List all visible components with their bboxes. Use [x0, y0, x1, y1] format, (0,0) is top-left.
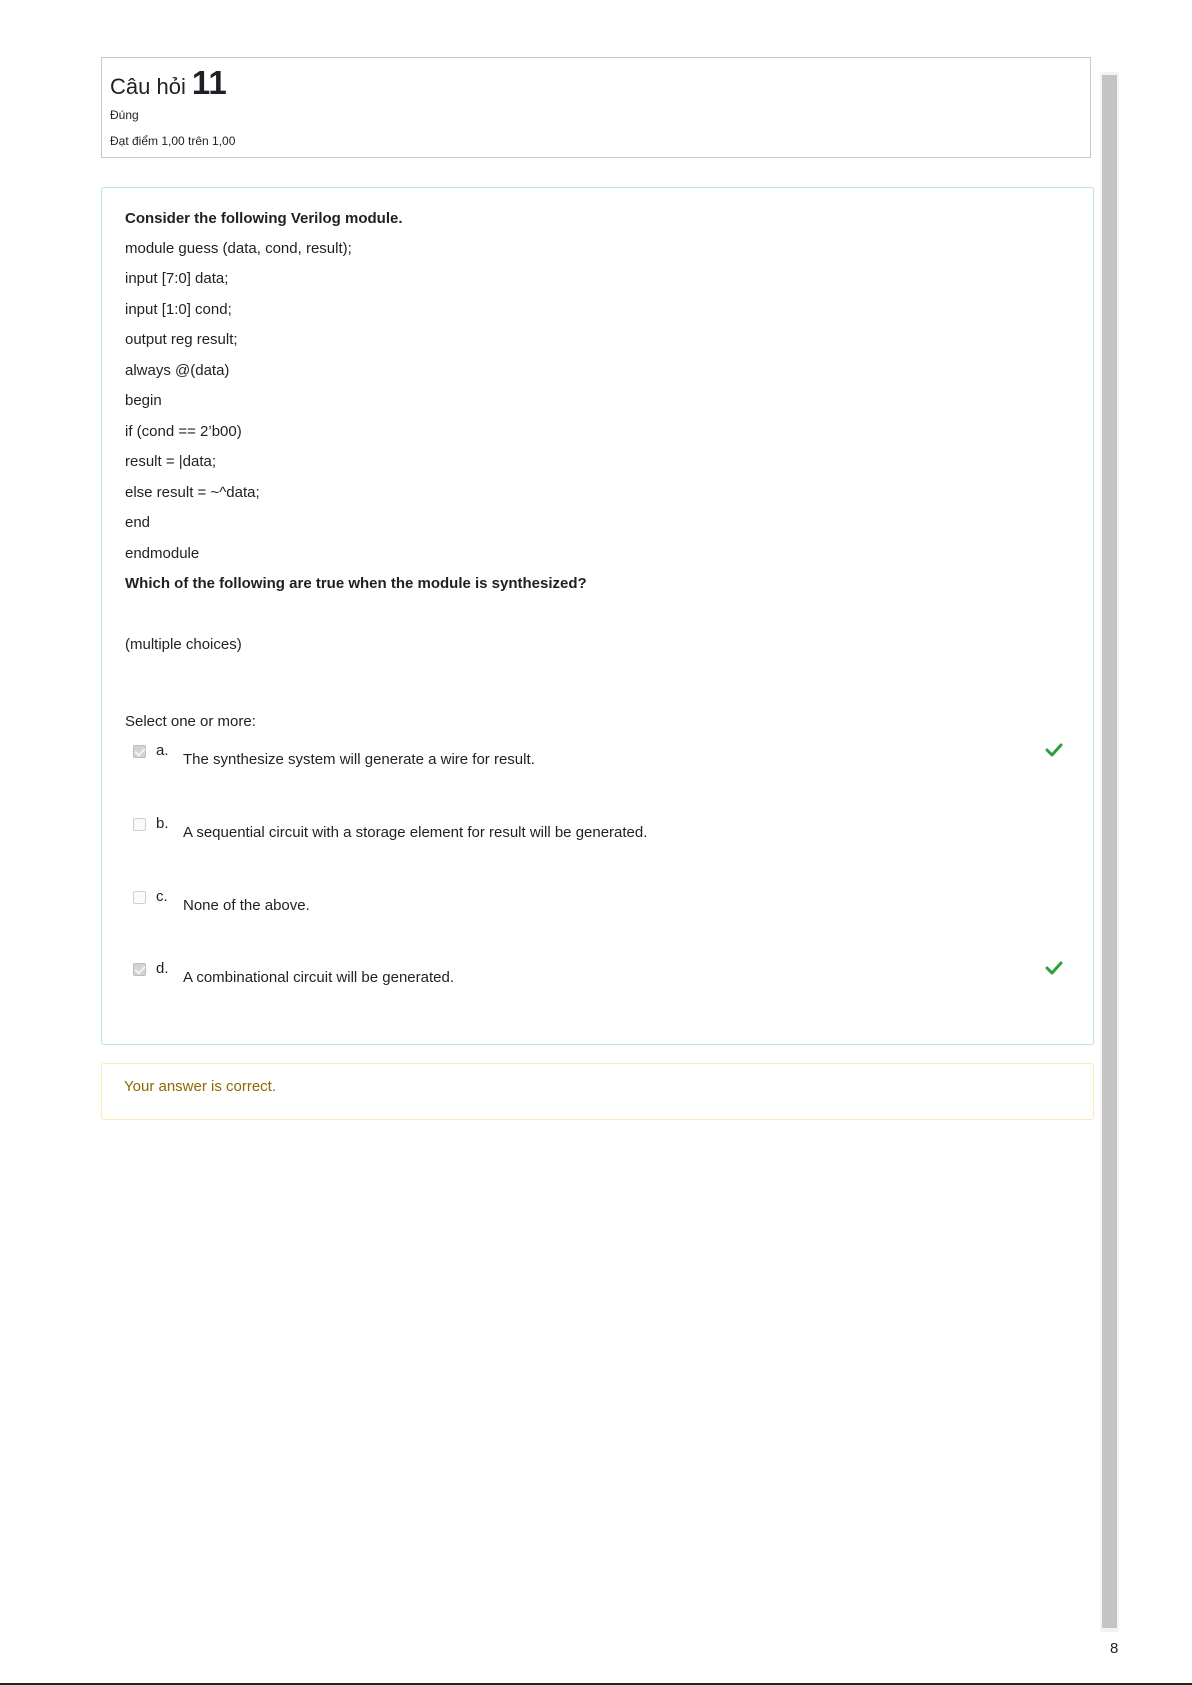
code-line: else result = ~^data; — [125, 484, 260, 501]
option-text[interactable]: None of the above. — [183, 897, 310, 914]
answer-option-d[interactable] — [102, 960, 1093, 990]
option-letter: d. — [156, 960, 169, 977]
option-letter: c. — [156, 888, 168, 905]
question-grade: Đạt điểm 1,00 trên 1,00 — [110, 134, 236, 148]
question-state: Đúng — [110, 108, 139, 122]
option-letter: b. — [156, 815, 169, 832]
option-checkbox[interactable] — [133, 891, 146, 904]
question-word: Câu hỏi — [110, 74, 186, 99]
question-heading — [110, 64, 227, 102]
question-prompt: Which of the following are true when the module is synthesized? — [125, 575, 587, 592]
code-line: result = |data; — [125, 453, 217, 470]
option-text[interactable]: The synthesize system will generate a wire for result. — [183, 751, 535, 768]
option-checkbox[interactable] — [133, 818, 146, 831]
code-line: begin — [125, 392, 162, 409]
option-checkbox[interactable] — [133, 963, 146, 976]
question-intro: Consider the following Verilog module. — [125, 210, 403, 227]
answer-option-b[interactable] — [102, 815, 1093, 845]
scrollbar-track[interactable] — [1100, 72, 1119, 1632]
feedback-panel — [101, 1063, 1094, 1120]
code-line: if (cond == 2’b00) — [125, 423, 242, 440]
code-line: input [1:0] cond; — [125, 301, 232, 318]
question-info-panel — [101, 57, 1091, 158]
code-line: input [7:0] data; — [125, 270, 229, 287]
question-note: (multiple choices) — [125, 636, 242, 653]
question-content-panel — [101, 187, 1094, 1045]
feedback-text: Your answer is correct. — [124, 1078, 277, 1095]
answer-instruction: Select one or more: — [125, 713, 256, 730]
code-line: always @(data) — [125, 362, 230, 379]
code-line: end — [125, 514, 151, 531]
code-line: output reg result; — [125, 331, 238, 348]
answer-option-a[interactable] — [102, 742, 1093, 772]
question-number: 11 — [191, 64, 227, 101]
check-icon — [1045, 961, 1063, 975]
check-icon — [1045, 743, 1063, 757]
option-text[interactable]: A combinational circuit will be generated. — [183, 969, 454, 986]
answer-option-c[interactable] — [102, 888, 1093, 918]
scrollbar-thumb[interactable] — [1102, 75, 1117, 1628]
code-line: module guess (data, cond, result); — [125, 240, 352, 257]
option-checkbox[interactable] — [133, 745, 146, 758]
option-letter: a. — [156, 742, 169, 759]
page-number: 8 — [1110, 1640, 1119, 1657]
option-text[interactable]: A sequential circuit with a storage element for result will be generated. — [183, 824, 648, 841]
code-line: endmodule — [125, 545, 200, 562]
